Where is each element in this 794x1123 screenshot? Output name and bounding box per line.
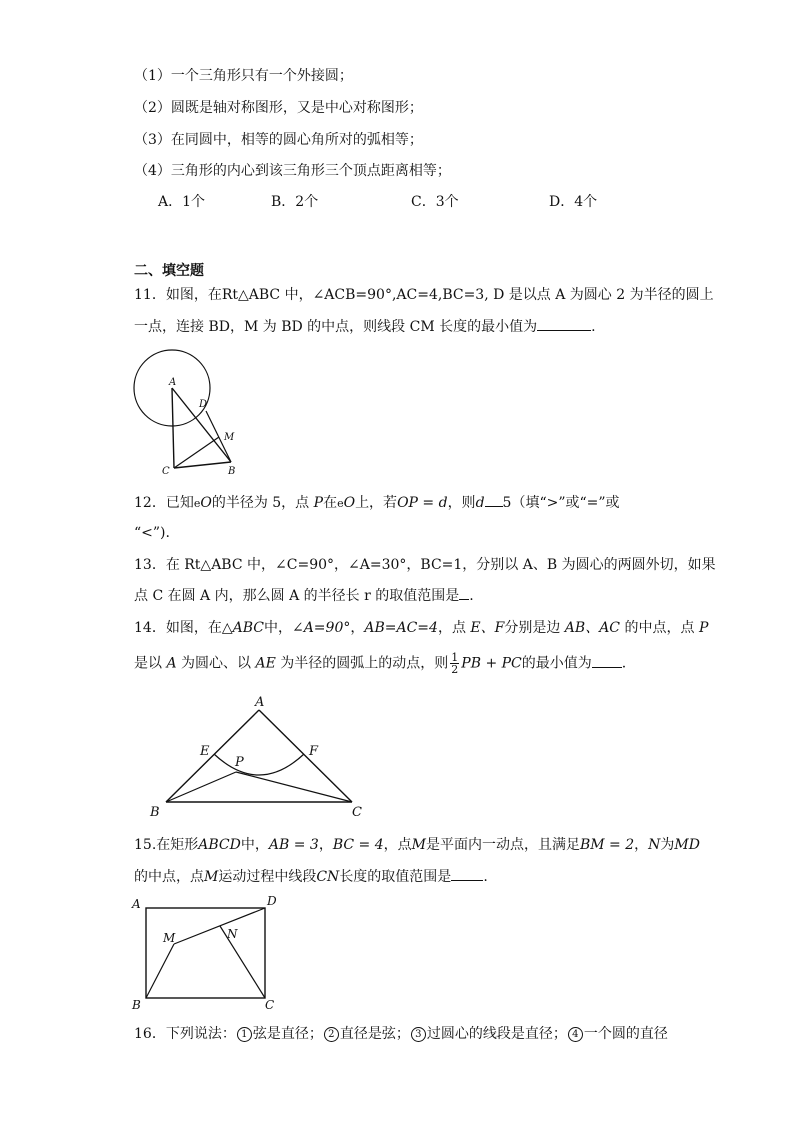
q12-line2: “<”). (134, 525, 170, 541)
q14-label-c: C (352, 805, 362, 820)
q15-ab: AB = 3 (268, 837, 319, 853)
q14-fraction (450, 652, 459, 675)
q11-segment-cb (174, 462, 231, 468)
q12-text-1: 12．已知 (134, 495, 194, 511)
q14-sides: AB、AC (564, 620, 621, 636)
q14-label-p: P (235, 755, 244, 770)
q14-var-ae: AE (255, 655, 276, 672)
q15-var-n: N (648, 837, 661, 853)
q14-segment-ab (166, 710, 259, 802)
q14-l2-text-3: 为半径的圆弧上的动点，则 (275, 655, 449, 672)
q14-triangle: △ABC (221, 620, 264, 636)
q15-var-m-2: M (204, 869, 219, 885)
q12-text-5: ，则 (447, 495, 476, 511)
q15-rectangle (146, 908, 265, 998)
q14-text-4: ，点 (437, 620, 471, 636)
q12-var-d: d (475, 495, 485, 511)
option-a: A．1个 (158, 194, 206, 210)
q14-var-a: A (166, 655, 177, 672)
q14-text-2: 中， (263, 620, 292, 636)
q11-line2-text: 一点，连接 BD，M 为 BD 的中点，则线段 CM 长度的最小值为 (134, 319, 538, 335)
q14-line1 (134, 619, 708, 637)
q15-label-n: N (227, 927, 238, 941)
q15-cn: CN (316, 869, 340, 885)
q14-arc-ef (214, 754, 304, 775)
q12-answer-blank (485, 494, 503, 507)
q15-text-6: ， (634, 837, 649, 853)
q12-circle-symbol-1: e (193, 497, 201, 510)
q13-line2-text: 点 C 在圆 A 内，那么圆 A 的半径长 r 的取值范围是 (134, 588, 460, 604)
q15-text-3: ， (318, 837, 333, 853)
q12-text-4: 上，若 (355, 495, 398, 511)
q15-text-5: 是平面内一动点，且满足 (425, 837, 580, 853)
q15-line1 (134, 836, 700, 854)
q15-label-m: M (163, 931, 176, 945)
q12-text-3: 在 (323, 495, 338, 511)
q11-label-b: B (228, 466, 236, 477)
q11-line1: 11．如图，在Rt△ABC 中，∠ACB=90°,AC=4,BC=3, D 是以点 A 为圆心 2 为半径的圆上 (134, 287, 714, 303)
q11-label-c: C (162, 466, 170, 477)
q14-end: . (621, 655, 627, 672)
q13-answer-blank (459, 587, 469, 600)
q16-line1 (134, 1025, 668, 1043)
section-title: 二、填空题 (134, 263, 204, 279)
q16-circled-2: 2 (324, 1027, 339, 1042)
q12-line1 (134, 494, 620, 513)
q14-segment-pc (236, 772, 352, 802)
q12-var-p: P (313, 495, 324, 511)
q11-label-a: A (169, 377, 177, 388)
q14-text-1: 14．如图，在 (134, 620, 222, 636)
q14-line2 (134, 652, 626, 675)
q16-text-1: 16．下列说法： (134, 1026, 236, 1042)
q15-text-1: 15.在矩形 (134, 837, 199, 853)
q15-l2-text-2: 运动过程中线段 (218, 869, 317, 885)
q14-frac-denominator: 2 (451, 663, 459, 676)
q12-var-o-2: O (343, 495, 356, 511)
q15-answer-blank (451, 868, 483, 881)
q14-text-5: 分别是边 (504, 620, 565, 636)
q14-angle: ∠A=90° (291, 620, 351, 636)
q14-segment-ac (259, 710, 352, 802)
q11-segment-ac (172, 388, 174, 468)
q14-ab-ac: AB=AC=4 (364, 620, 438, 636)
q14-var-p: P (698, 620, 709, 636)
q11-figure (128, 345, 236, 480)
q16-item-1: 弦是直径； (252, 1026, 323, 1042)
q15-bc: BC = 4 (332, 837, 384, 853)
q15-md: MD (674, 837, 700, 853)
q16-item-4: 一个圆的直径 (583, 1026, 668, 1042)
option-b: B．2个 (271, 194, 319, 210)
q14-text-3: ， (350, 620, 365, 636)
q14-expression: PB + PC (461, 655, 522, 672)
q15-var-m: M (411, 837, 426, 853)
q15-label-c: C (265, 998, 275, 1012)
q14-text-6: 的中点，点 (620, 620, 699, 636)
q15-end: . (483, 869, 488, 885)
q14-points-ef: E、F (470, 620, 505, 636)
q15-text-2: 中， (240, 837, 269, 853)
q16-item-2: 直径是弦； (339, 1026, 410, 1042)
q14-segment-pb (166, 772, 236, 802)
q16-item-3: 过圆心的线段是直径； (426, 1026, 567, 1042)
q15-bm: BM = 2 (579, 837, 635, 853)
q14-label-b: B (150, 805, 160, 820)
q13-end: . (469, 588, 474, 604)
q15-rect: ABCD (198, 837, 241, 853)
q15-label-b: B (132, 998, 141, 1012)
q14-label-a: A (255, 695, 265, 710)
q14-label-e: E (200, 744, 210, 759)
q15-figure (128, 892, 288, 1017)
q14-label-f: F (309, 744, 319, 759)
q12-equation: OP = d (397, 495, 448, 511)
q12-circle-symbol-2: e (337, 497, 344, 510)
q12-text-2: 的半径为 5，点 (211, 495, 314, 511)
q11-label-m: M (224, 432, 235, 443)
q15-text-7: 为 (660, 837, 675, 853)
q15-text-4: ，点 (383, 837, 412, 853)
q13-line2 (134, 587, 474, 605)
q12-var-o-1: O (200, 495, 212, 511)
q14-l2-text-2: 为圆心、以 (176, 655, 256, 672)
q16-circled-1: 1 (237, 1027, 252, 1042)
q16-circled-4: 4 (568, 1027, 583, 1042)
statement-3: （3）在同圆中，相等的圆心角所对的弧相等； (134, 132, 423, 148)
q14-l2-text-1: 是以 (134, 655, 167, 672)
q12-text-6: 5（填“>”或“=”或 (502, 495, 620, 511)
q15-l2-text-3: 长度的取值范围是 (339, 869, 452, 885)
q11-answer-blank (537, 318, 591, 331)
q14-answer-blank (592, 655, 622, 668)
q15-label-a: A (132, 897, 141, 911)
q13-line1: 13．在 Rt△ABC 中，∠C=90°，∠A=30°，BC=1，分别以 A、B 为圆心的两圆外切，如果 (134, 557, 716, 573)
q15-label-d: D (267, 894, 277, 908)
q15-segment-md (174, 908, 265, 944)
option-d: D．4个 (549, 194, 598, 210)
statement-4: （4）三角形的内心到该三角形三个顶点距离相等； (134, 163, 451, 179)
option-c: C．3个 (411, 194, 459, 210)
q11-end: . (591, 319, 596, 335)
q14-frac-numerator: 1 (451, 651, 459, 664)
q16-circled-3: 3 (411, 1027, 426, 1042)
q14-l2-text-4: 的最小值为 (521, 655, 592, 672)
q15-segment-bm (146, 944, 174, 998)
q11-line2 (134, 318, 596, 336)
q15-l2-text-1: 的中点，点 (134, 869, 204, 885)
q14-figure (140, 690, 380, 820)
statement-1: （1）一个三角形只有一个外接圆； (134, 68, 353, 84)
q15-line2 (134, 868, 488, 886)
q11-label-d: D (199, 399, 208, 410)
statement-2: （2）圆既是轴对称图形，又是中心对称图形； (134, 100, 423, 116)
